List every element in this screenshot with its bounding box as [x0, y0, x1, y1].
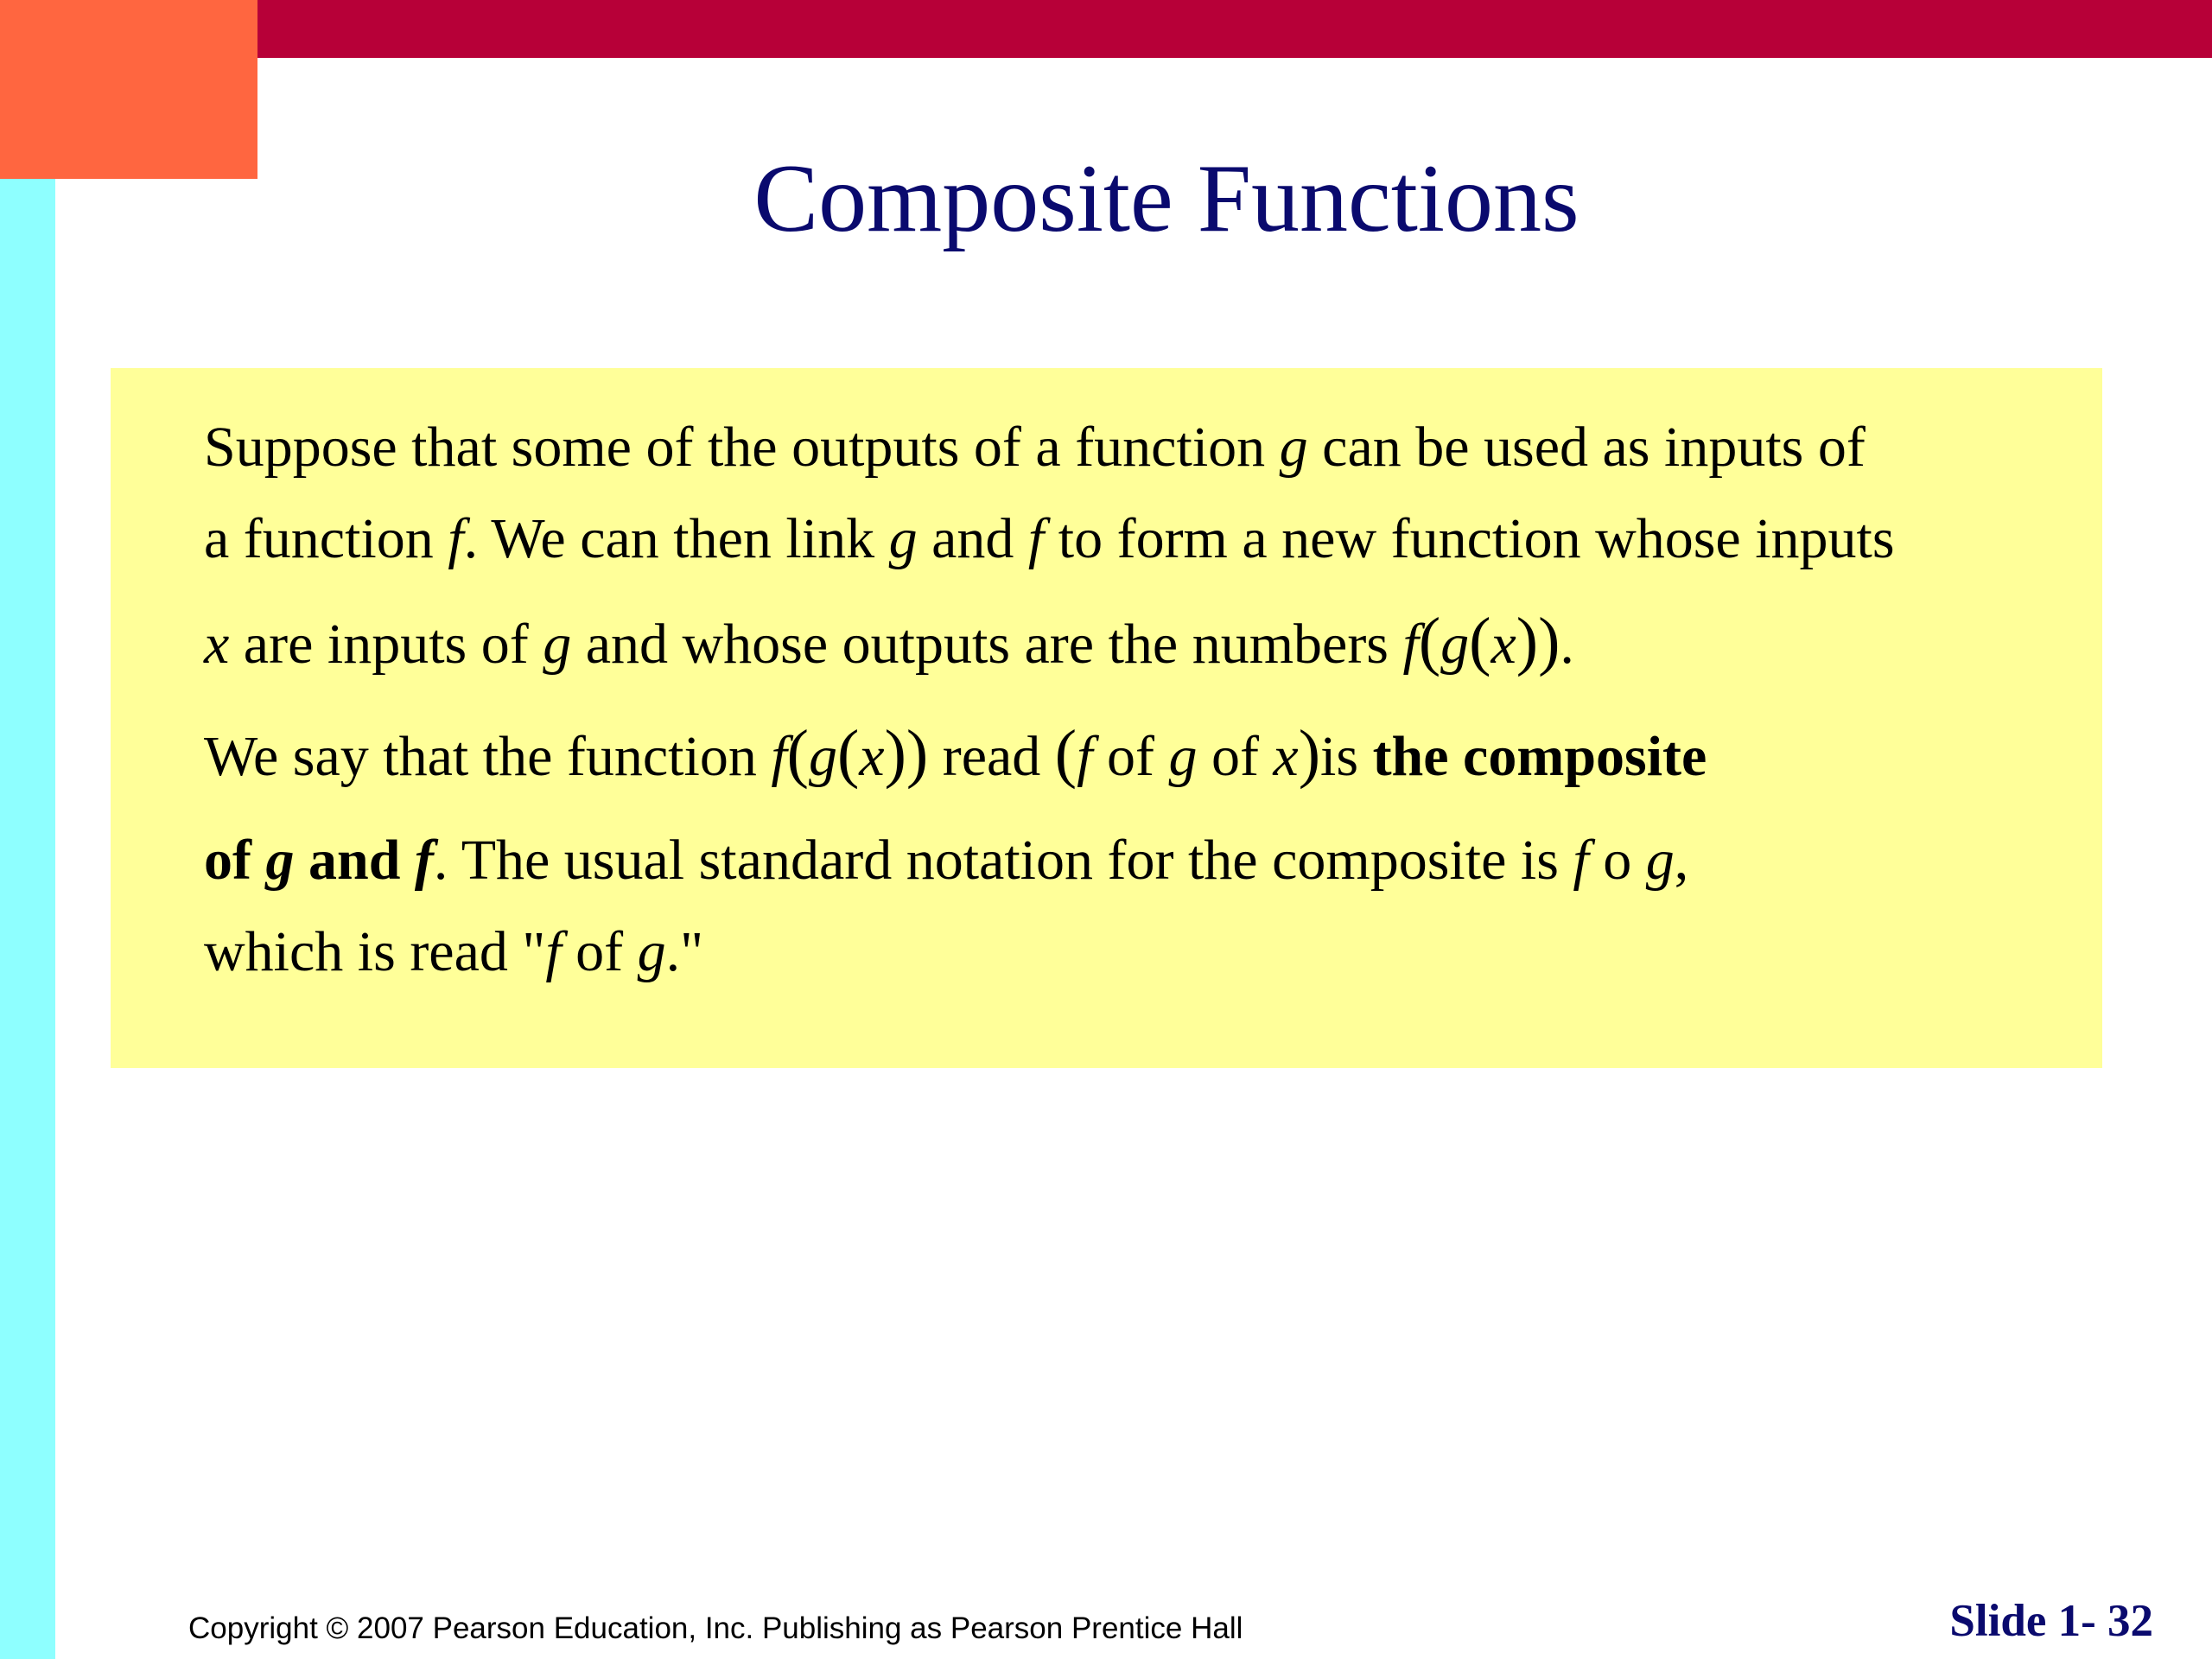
definition-line-5: of g and f. The usual standard notation for the composite is f o g,	[204, 829, 1689, 892]
definition-line-6: which is read "f of g."	[204, 920, 704, 983]
definition-line-3: x are inputs of g and whose outputs are the numbers f(g(x)).	[204, 605, 1574, 677]
slide-number: Slide 1- 32	[1949, 1596, 2153, 1646]
definition-line-4: We say that the function f(g(x)) read (f of g of x)is the composite	[204, 717, 1707, 790]
slide-title: Composite Functions	[753, 145, 1580, 252]
copyright-notice: Copyright © 2007 Pearson Education, Inc. Publishing as Pearson Prentice Hall	[188, 1611, 1243, 1645]
definition-line-2: a function f. We can then link g and f to form a new function whose inputs	[204, 507, 1895, 570]
top-accent-bar	[257, 0, 2212, 58]
definition-line-1: Suppose that some of the outputs of a function g can be used as inputs of	[204, 416, 1866, 479]
